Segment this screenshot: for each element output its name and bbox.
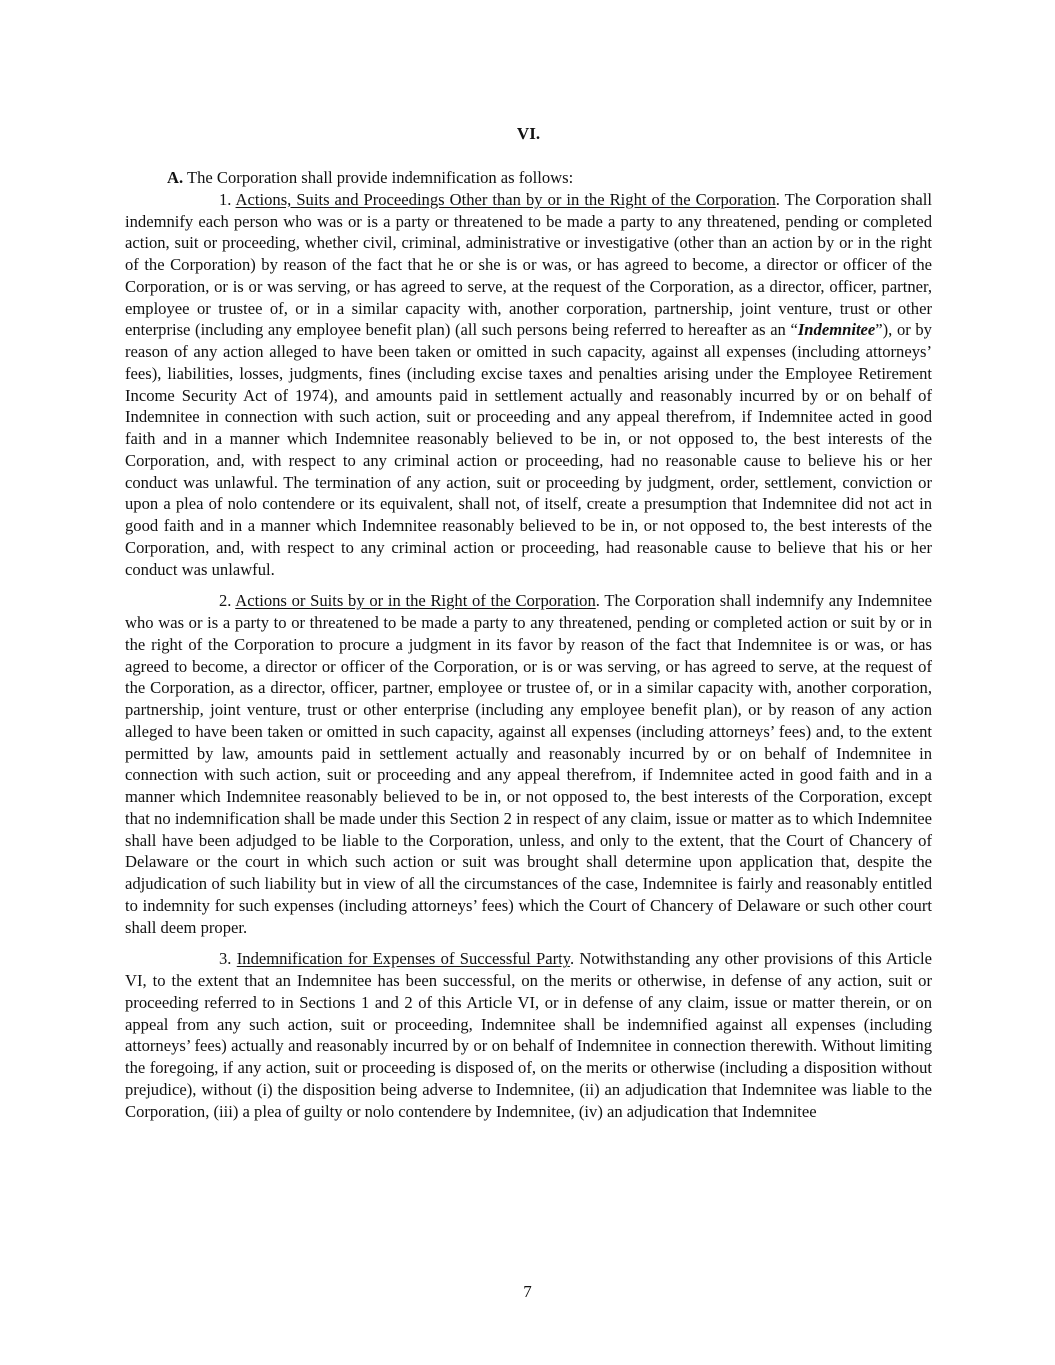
defined-term-indemnitee: Indemnitee (797, 320, 876, 340)
section-3-paragraph (125, 948, 932, 1122)
section-2-body: . The Corporation shall indemnify any Indemnitee who was or is a party to or threatened to be made a party to any threatened, pending or completed action or suit by or in the right of the Corporation to procure a judgment in its favor by reason of the fact that Indemnitee is or was, or has agreed to become, a director or officer of the Corporation, or is or was serving, or has agreed to serve, at the request of the Corporation, as a director, officer, partner, employee or trustee of, or in a similar capacity with, another corporation, partnership, joint venture, trust or other enterprise (including any employee benefit plan), or by reason of any action alleged to have been taken or omitted in such capacity, against all expenses (including attorneys’ fees) and, to the extent permitted by law, amounts paid in settlement actually and reasonably incurred by or on behalf of Indemnitee in connection with such action, suit or proceeding and any appeal therefrom, if Indemnitee acted in good faith and in a manner which Indemnitee reasonably believed to be in, or not opposed to, the best interests of the Corporation, except that no indemnification shall be made under this Section 2 in respect of any claim, issue or matter as to which Indemnitee shall have been adjudged to be liable to the Corporation, unless, and only to the extent, that the Court of Chancery of Delaware or the court in which such action or suit was brought shall determine upon application that, despite the adjudication of such liability but in view of all the circumstances of the case, Indemnitee is fairly and reasonably entitled to indemnity for such expenses (including attorneys’ fees) which the Court of Chancery of Delaware or such other court shall deem proper. (125, 591, 933, 937)
section-1-title: Actions, Suits and Proceedings Other than by or in the Right of the Corporation (235, 189, 776, 209)
section-1-body-after: ”), or by reason of any action alleged to have been taken or omitted in such capacity, against all expenses (including attorneys’ fees), liabilities, losses, judgments, fines (including excise taxes and penalties arising under the Employee Retirement Income Security Act of 1974), and amounts paid in settlement actually and reasonably incurred by or on behalf of Indemnitee in connection with such action, suit or proceeding and any appeal therefrom, if Indemnitee acted in good faith and in a manner which Indemnitee reasonably believed to be in, or not opposed to, the best interests of the Corporation, and, with respect to any criminal action or proceeding, had no reasonable cause to believe his or her conduct was unlawful. The termination of any action, suit or proceeding by judgment, order, settlement, conviction or upon a plea of nolo contendere or its equivalent, shall not, of itself, create a presumption that Indemnitee did not act in good faith and in a manner which Indemnitee reasonably believed to be in, or not opposed to, the best interests of the Corporation, and, with respect to any criminal action or proceeding, had reasonable cause to believe that his or her conduct was unlawful. (125, 320, 932, 579)
section-2-paragraph (125, 590, 932, 938)
page-number: 7 (523, 1282, 532, 1301)
section-3-title: Indemnification for Expenses of Successful Party (236, 949, 570, 969)
section-2-number: 2. (219, 591, 236, 611)
intro-paragraph (125, 167, 932, 189)
intro-label: A. (167, 168, 184, 187)
section-3-body: . Notwithstanding any other provisions of this Article VI, to the extent that an Indemnitee has been successful, on the merits or otherwise, in defense of any action, suit or proceeding referred to in Sections 1 and 2 of this Article VI, or in defense of any claim, issue or matter therein, or on appeal from any such action, suit or proceeding, Indemnitee shall be indemnified against all expenses (including attorneys’ fees) actually and reasonably incurred by or on behalf of Indemnitee in connection therewith. Without limiting the foregoing, if any action, suit or proceeding is disposed of, on the merits or otherwise (including a disposition without prejudice), without (i) the disposition being adverse to Indemnitee, (ii) an adjudication that Indemnitee was liable to the Corporation, (iii) a plea of guilty or nolo contendere by Indemnitee, (iv) an adjudication that Indemnitee (125, 949, 932, 1121)
document-page (125, 123, 932, 1132)
article-heading: VI. (516, 124, 541, 143)
section-2-title: Actions or Suits by or in the Right of the Corporation (235, 591, 596, 611)
section-1-number: 1. (219, 189, 236, 209)
section-3-number: 3. (219, 949, 237, 969)
section-1-paragraph (125, 189, 932, 581)
section-1-body-before: . The Corporation shall indemnify each person who was or is a party or threatened to be made a party to any threatened, pending or completed action, suit or proceeding, whether civil, criminal, administrative or investigative (other than an action by or in the right of the Corporation) by reason of the fact that he or she is or was, or has agreed to become, a director or officer of the Corporation, or is or was serving, or has agreed to serve, at the request of the Corporation, as a director, officer, partner, employee or trustee of, or in a similar capacity with, another corporation, partnership, joint venture, trust or other enterprise (including any employee benefit plan) (all such persons being referred to hereafter as an “ (125, 189, 932, 340)
intro-text: The Corporation shall provide indemnification as follows: (183, 168, 574, 187)
